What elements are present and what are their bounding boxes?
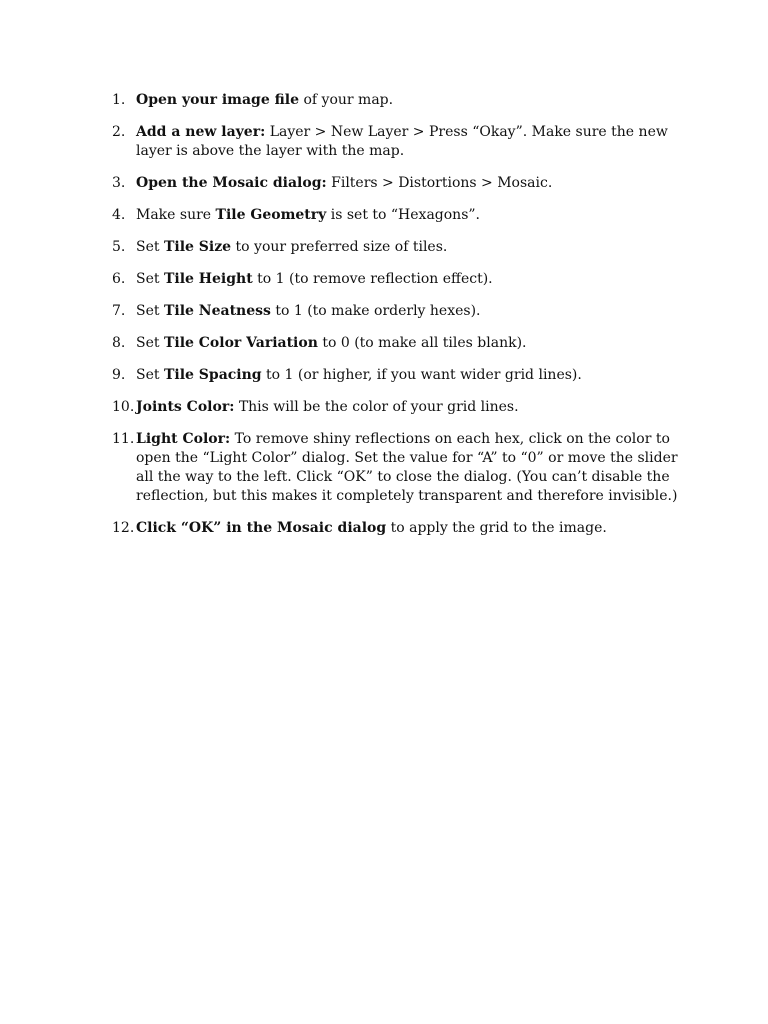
step-text: is set to “Hexagons”. bbox=[326, 207, 480, 223]
step-bold-text: Tile Size bbox=[163, 239, 232, 255]
step-text: of your map. bbox=[299, 92, 394, 108]
list-item bbox=[112, 398, 682, 417]
step-bold-text: Open your image file bbox=[136, 92, 300, 108]
step-text: to your preferred size of tiles. bbox=[231, 239, 448, 255]
step-text: This will be the color of your grid lines. bbox=[234, 399, 519, 415]
list-item bbox=[112, 519, 682, 538]
step-prefix-text: Set bbox=[136, 335, 164, 351]
step-text: To remove shiny reflections on each hex, click on the color to open the “Light Color” dialog. Set the value for “A” to “0” or move the slider all the way to the left. Click “OK” to close the dialog. (You can’t disable the reflection, but this makes it completely transparent and therefore invisible.) bbox=[136, 431, 678, 504]
step-number: 9. bbox=[112, 367, 126, 383]
step-prefix-text: Set bbox=[136, 367, 164, 383]
step-text: to 1 (to remove reflection effect). bbox=[252, 271, 493, 287]
list-item bbox=[112, 238, 682, 257]
step-bold-text: Add a new layer: bbox=[136, 124, 266, 140]
step-text: to apply the grid to the image. bbox=[386, 520, 607, 536]
step-bold-text: Open the Mosaic dialog: bbox=[136, 175, 327, 191]
list-item bbox=[112, 123, 682, 161]
step-bold-text: Light Color: bbox=[136, 431, 231, 447]
step-number: 11. bbox=[112, 431, 135, 447]
step-text: Layer > New Layer > Press “Okay”. Make sure the new layer is above the layer with the map. bbox=[136, 124, 668, 159]
step-prefix-text: Make sure bbox=[136, 207, 216, 223]
step-number: 6. bbox=[112, 271, 126, 287]
list-item bbox=[112, 334, 682, 353]
step-bold-text: Tile Spacing bbox=[163, 367, 262, 383]
list-item bbox=[112, 206, 682, 225]
step-number: 8. bbox=[112, 335, 126, 351]
list-item bbox=[112, 270, 682, 289]
step-number: 2. bbox=[112, 124, 126, 140]
list-item bbox=[112, 430, 682, 506]
step-text: to 0 (to make all tiles blank). bbox=[317, 335, 527, 351]
step-prefix-text: Set bbox=[136, 271, 164, 287]
list-item bbox=[112, 302, 682, 321]
step-number: 10. bbox=[112, 399, 135, 415]
step-prefix-text: Set bbox=[136, 303, 164, 319]
step-number: 7. bbox=[112, 303, 126, 319]
step-prefix-text: Set bbox=[136, 239, 164, 255]
step-number: 5. bbox=[112, 239, 126, 255]
step-number: 3. bbox=[112, 175, 126, 191]
step-bold-text: Tile Color Variation bbox=[163, 335, 318, 351]
list-item bbox=[112, 174, 682, 193]
instruction-list bbox=[112, 91, 682, 551]
list-item bbox=[112, 366, 682, 385]
step-number: 4. bbox=[112, 207, 126, 223]
step-bold-text: Tile Height bbox=[163, 271, 253, 287]
step-number: 1. bbox=[112, 92, 126, 108]
step-bold-text: Tile Geometry bbox=[215, 207, 327, 223]
step-bold-text: Tile Neatness bbox=[163, 303, 271, 319]
step-text: to 1 (or higher, if you want wider grid lines). bbox=[261, 367, 582, 383]
step-bold-text: Joints Color: bbox=[136, 399, 235, 415]
step-text: to 1 (to make orderly hexes). bbox=[270, 303, 481, 319]
list-item bbox=[112, 91, 682, 110]
step-text: Filters > Distortions > Mosaic. bbox=[326, 175, 553, 191]
step-bold-text: Click “OK” in the Mosaic dialog bbox=[136, 520, 387, 536]
step-number: 12. bbox=[112, 520, 135, 536]
